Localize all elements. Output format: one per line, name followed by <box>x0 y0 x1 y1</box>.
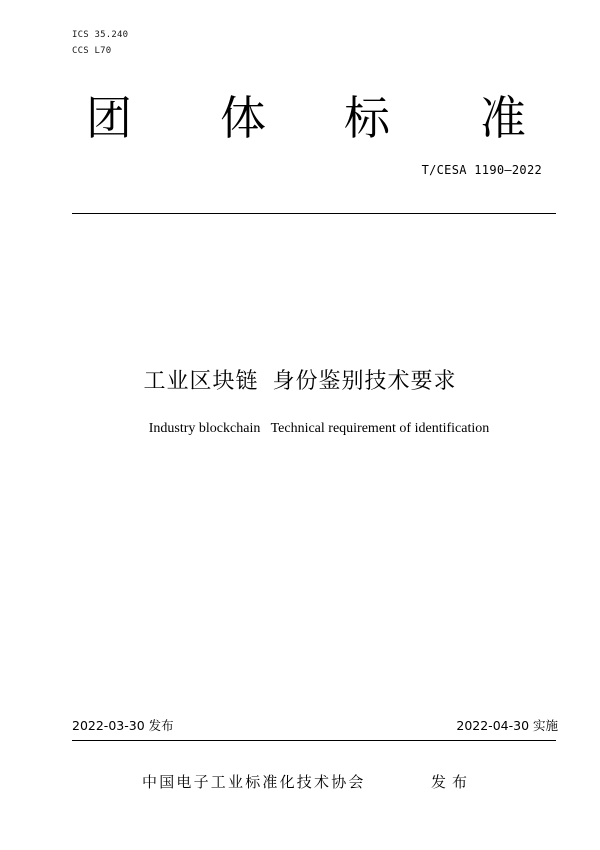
bottom-divider <box>72 740 556 741</box>
publisher-name: 中国电子工业标准化技术协会 <box>142 773 366 791</box>
issue-date: 2022-03-30 发布 <box>72 718 174 733</box>
heading-char: 准 <box>480 91 526 145</box>
ccs-code: CCS L70 <box>72 46 112 56</box>
document-title-english: Industry blockchain Technical requirement of identification <box>148 421 490 436</box>
publish-label: 发布 <box>431 773 474 791</box>
standard-number: T/CESA 1190—2022 <box>421 163 542 177</box>
ics-code: ICS 35.240 <box>72 30 129 40</box>
top-divider <box>72 213 556 214</box>
document-title-chinese: 工业区块链 身份鉴别技术要求 <box>143 369 457 394</box>
heading-char: 体 <box>220 91 266 145</box>
implementation-date: 2022-04-30 实施 <box>456 718 558 733</box>
heading-char: 标 <box>344 91 390 145</box>
heading-char: 团 <box>86 91 132 145</box>
